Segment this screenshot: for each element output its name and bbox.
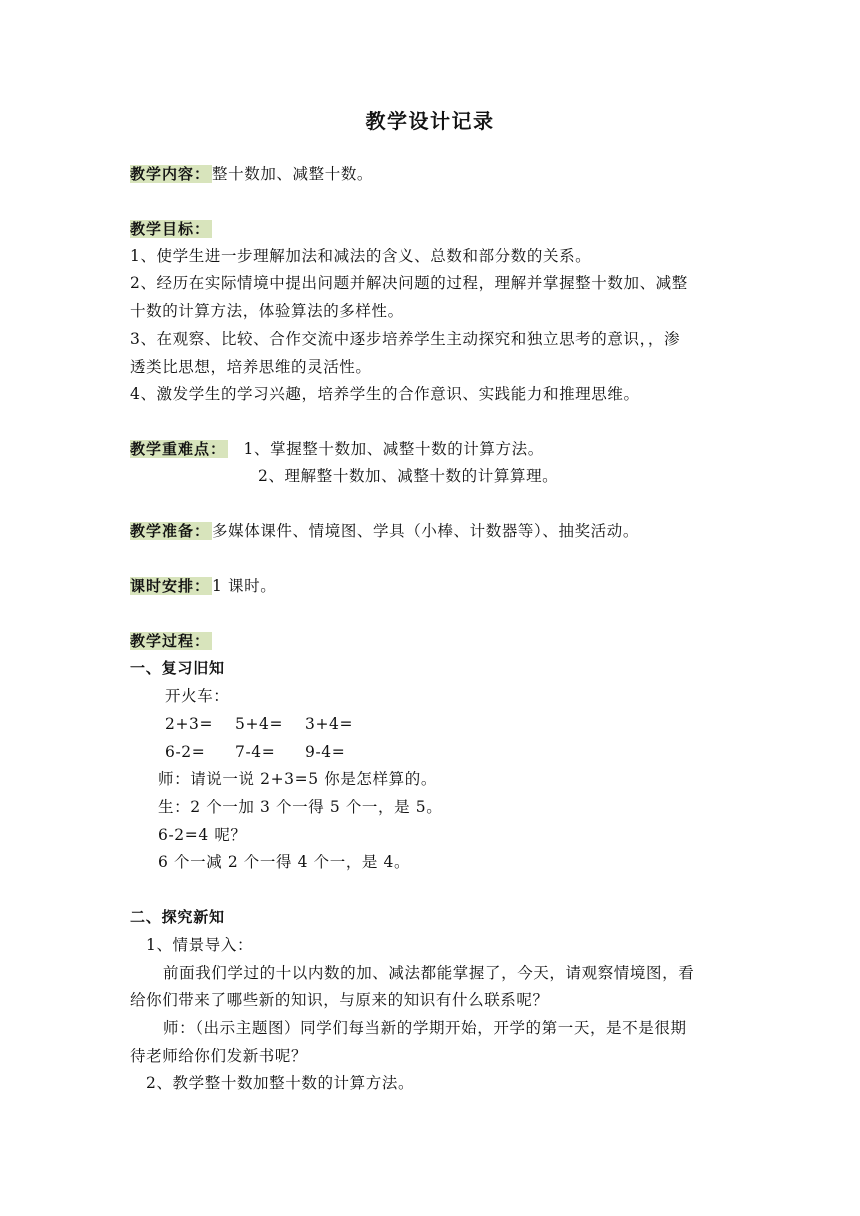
process-heading <box>130 630 212 652</box>
arithmetic-item: 7-4= <box>235 743 276 761</box>
schedule-line <box>130 575 276 597</box>
arithmetic-row <box>165 713 375 735</box>
dialog-line: 生：2 个一加 3 个一得 5 个一，是 5。 <box>158 798 443 816</box>
objective-line: 4、激发学生的学习兴趣，培养学生的合作意识、实践能力和推理思维。 <box>130 385 640 403</box>
process-label: 教学过程： <box>130 632 211 650</box>
dialog-line: 6 个一减 2 个一得 4 个一，是 4。 <box>158 853 411 871</box>
subsection-heading: 1、情景导入： <box>146 936 254 954</box>
paragraph-line: 待老师给你们发新书呢？ <box>130 1047 308 1065</box>
objectives-heading <box>130 218 212 240</box>
preparation-line <box>130 520 639 542</box>
subsection-heading: 2、教学整十数加整十数的计算方法。 <box>146 1074 415 1092</box>
section-heading: 二、探究新知 <box>130 908 225 926</box>
key-point-item: 2、理解整十数加、减整十数的计算算理。 <box>258 467 559 485</box>
paragraph-line: 师：（出示主题图）同学们每当新的学期开始，开学的第一天，是不是很期 <box>163 1019 687 1037</box>
objective-line: 透类比思想，培养思维的灵活性。 <box>130 358 372 376</box>
content-label: 教学内容： <box>130 165 211 183</box>
objective-line: 十数的计算方法，体验算法的多样性。 <box>130 302 404 320</box>
schedule-label: 课时安排： <box>130 577 211 595</box>
paragraph-line: 给你们带来了哪些新的知识，与原来的知识有什么联系呢？ <box>130 991 549 1009</box>
content-value: 整十数加、减整十数。 <box>212 165 374 183</box>
objective-line: 3、在观察、比较、合作交流中逐步培养学生主动探究和独立思考的意识，，渗 <box>130 330 681 348</box>
preparation-value: 多媒体课件、情境图、学具（小棒、计数器等）、抽奖活动。 <box>212 522 639 540</box>
schedule-value: 1 课时。 <box>212 577 277 595</box>
content-line <box>130 163 373 185</box>
key-point-item: 1、掌握整十数加、减整十数的计算方法。 <box>243 440 544 458</box>
document-title: 教学设计记录 <box>365 109 495 133</box>
dialog-line: 师：请说一说 2+3=5 你是怎样算的。 <box>158 770 437 788</box>
arithmetic-item: 5+4= <box>235 715 284 733</box>
review-intro: 开火车： <box>165 687 230 705</box>
arithmetic-row <box>165 741 375 763</box>
arithmetic-item: 9-4= <box>305 743 346 761</box>
dialog-line: 6-2=4 呢？ <box>158 826 247 844</box>
key-points-label: 教学重难点： <box>130 440 227 458</box>
preparation-label: 教学准备： <box>130 522 211 540</box>
arithmetic-item: 6-2= <box>165 743 206 761</box>
key-points-line <box>130 438 544 460</box>
arithmetic-item: 2+3= <box>165 715 214 733</box>
objective-line: 2、经历在实际情境中提出问题并解决问题的过程，理解并掌握整十数加、减整 <box>130 274 688 292</box>
objective-line: 1、使学生进一步理解加法和减法的含义、总数和部分数的关系。 <box>130 247 592 265</box>
arithmetic-item: 3+4= <box>305 715 354 733</box>
paragraph-line: 前面我们学过的十以内数的加、减法都能掌握了，今天，请观察情境图，看 <box>163 964 695 982</box>
section-heading: 一、复习旧知 <box>130 659 225 677</box>
objectives-label: 教学目标： <box>130 220 211 238</box>
